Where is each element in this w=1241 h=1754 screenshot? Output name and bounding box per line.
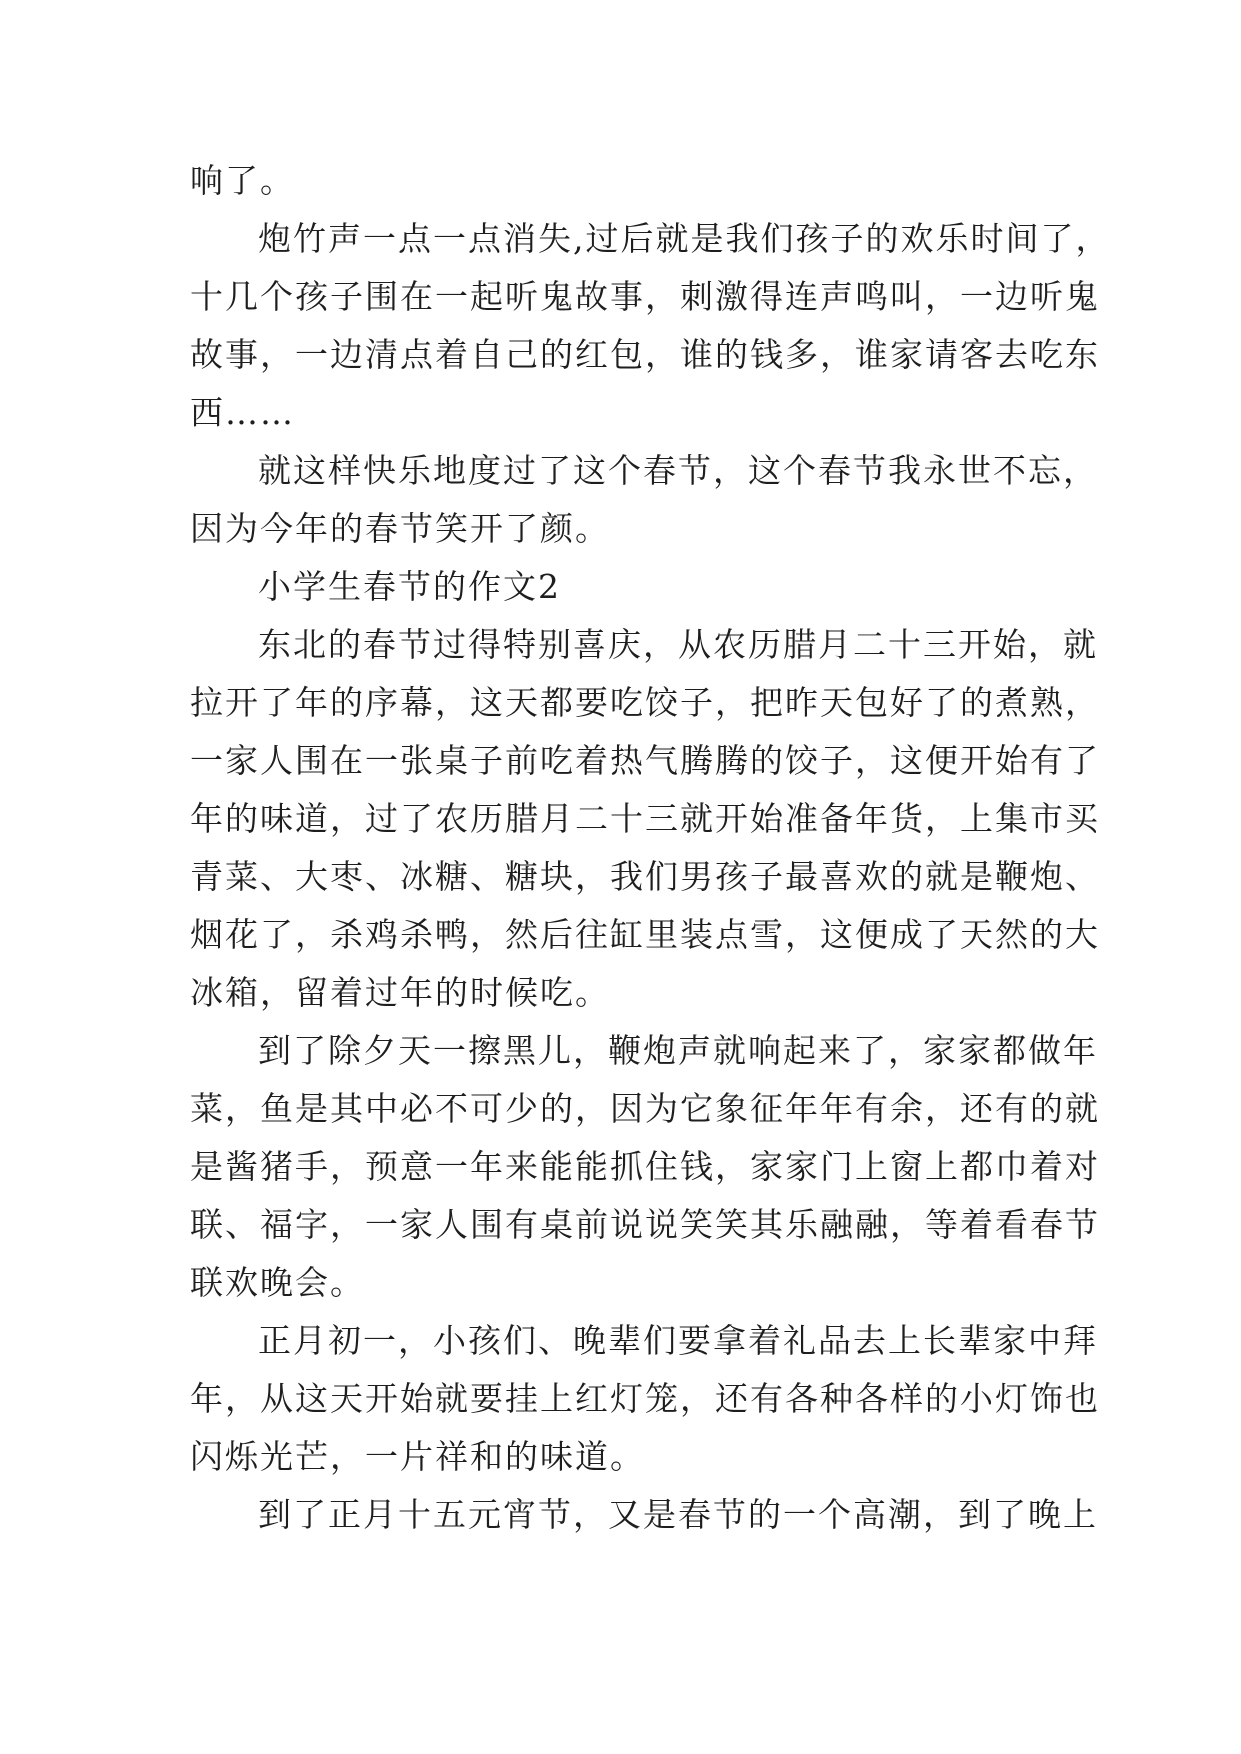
text-line: 年的味道，过了农历腊月二十三就开始准备年货，上集市买 [190, 799, 1100, 838]
text-line: 故事，一边清点着自己的红包，谁的钱多，谁家请客去吃东 [190, 335, 1100, 374]
text-line: 响了。 [190, 161, 295, 200]
text-line: 炮竹声一点一点消失,过后就是我们孩子的欢乐时间了， [258, 219, 1111, 258]
text-line: 冰箱，留着过年的时候吃。 [190, 973, 610, 1012]
text-line: 拉开了年的序幕，这天都要吃饺子，把昨天包好了的煮熟， [190, 683, 1100, 722]
text-line: 就这样快乐地度过了这个春节，这个春节我永世不忘， [258, 451, 1098, 490]
text-line: 西…… [190, 393, 295, 432]
text-line: 正月初一，小孩们、晚辈们要拿着礼品去上长辈家中拜 [258, 1321, 1098, 1360]
text-line: 青菜、大枣、冰糖、糖块，我们男孩子最喜欢的就是鞭炮、 [190, 857, 1100, 896]
text-line: 十几个孩子围在一起听鬼故事，刺激得连声鸣叫，一边听鬼 [190, 277, 1100, 316]
text-line: 小学生春节的作文2 [258, 567, 561, 606]
text-line: 菜，鱼是其中必不可少的，因为它象征年年有余，还有的就 [190, 1089, 1100, 1128]
text-line: 联、福字，一家人围有桌前说说笑笑其乐融融，等着看春节 [190, 1205, 1100, 1244]
text-line: 到了除夕天一擦黑儿，鞭炮声就响起来了，家家都做年 [258, 1031, 1098, 1070]
text-line: 联欢晚会。 [190, 1263, 365, 1302]
text-line: 烟花了，杀鸡杀鸭，然后往缸里装点雪，这便成了天然的大 [190, 915, 1100, 954]
text-line: 因为今年的春节笑开了颜。 [190, 509, 610, 548]
document-body [190, 152, 1111, 1544]
text-line: 到了正月十五元宵节，又是春节的一个高潮，到了晚上 [258, 1495, 1098, 1534]
text-line: 年，从这天开始就要挂上红灯笼，还有各种各样的小灯饰也 [190, 1379, 1100, 1418]
text-line: 是酱猪手，预意一年来能能抓住钱，家家门上窗上都巾着对 [190, 1147, 1100, 1186]
text-line: 一家人围在一张桌子前吃着热气腾腾的饺子，这便开始有了 [190, 741, 1100, 780]
text-line: 东北的春节过得特别喜庆，从农历腊月二十三开始，就 [258, 625, 1098, 664]
text-line: 闪烁光芒，一片祥和的味道。 [190, 1437, 645, 1476]
